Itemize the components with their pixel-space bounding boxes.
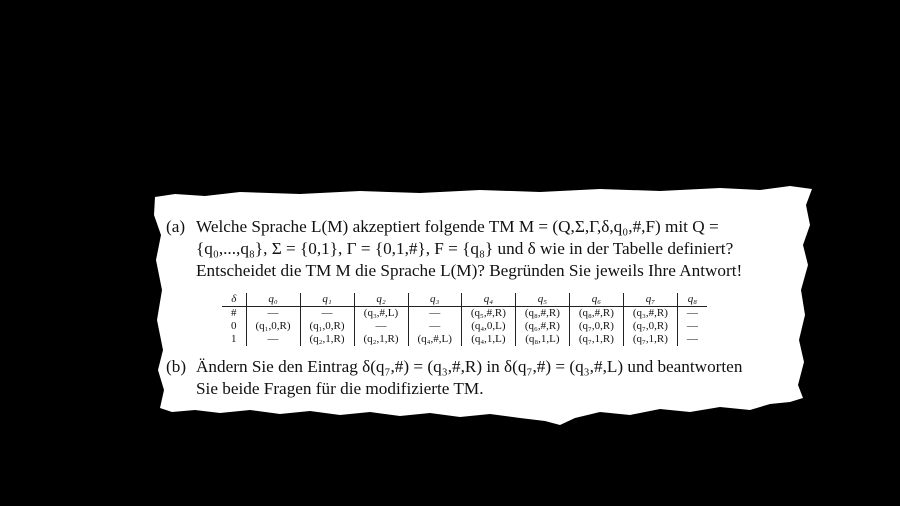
table-cell: (q₂,1,R) (300, 333, 354, 346)
table-cell: — (677, 333, 707, 346)
header-q5: q₅ (515, 293, 569, 307)
table-cell: (q₄,1,L) (461, 333, 515, 346)
part-b (166, 356, 802, 400)
table-row (222, 307, 707, 321)
table-cell: (q₈,1,L) (515, 333, 569, 346)
table-cell: — (408, 307, 461, 321)
table-cell: — (300, 307, 354, 321)
table-cell: (q₄,0,L) (461, 320, 515, 333)
table-cell: (q₇,1,R) (623, 333, 677, 346)
header-q8: q₈ (677, 293, 707, 307)
table-cell: (q₃,#,L) (354, 307, 408, 321)
exercise-content (166, 216, 802, 400)
part-a-line-2: {q₀,...,q₈}, Σ = {0,1}, Γ = {0,1,#}, F = {q₈} und δ wie in der Tabelle definiert? (196, 239, 734, 258)
table-cell: — (677, 320, 707, 333)
table-cell: (q₇,1,R) (569, 333, 623, 346)
header-q4: q₄ (461, 293, 515, 307)
table-cell: (q₃,#,R) (623, 307, 677, 321)
header-q1: q₁ (300, 293, 354, 307)
table-cell: (q₈,#,R) (515, 307, 569, 321)
table-cell: (q₇,0,R) (623, 320, 677, 333)
part-a-label: (a) (166, 217, 186, 236)
header-q2: q₂ (354, 293, 408, 307)
header-q0: q₀ (246, 293, 300, 307)
table-row (222, 320, 707, 333)
transition-table (222, 293, 707, 346)
table-cell: (q₅,#,R) (461, 307, 515, 321)
table-cell: — (408, 320, 461, 333)
table-cell: — (677, 307, 707, 321)
part-a-line-1: Welche Sprache L(M) akzeptiert folgende TM M = (Q,Σ,Γ,δ,q₀,#,F) mit Q = (196, 217, 719, 236)
table-cell: (q₄,#,L) (408, 333, 461, 346)
table-row (222, 333, 707, 346)
table-cell: (q₆,#,R) (515, 320, 569, 333)
table-cell: 1 (231, 333, 237, 345)
table-cell: (q₇,0,R) (569, 320, 623, 333)
table-cell: (q₈,#,R) (569, 307, 623, 321)
part-b-label: (b) (166, 357, 187, 376)
part-b-line-1: Ändern Sie den Eintrag δ(q₇,#) = (q₃,#,R) in δ(q₇,#) = (q₃,#,L) und beantworten (196, 357, 743, 376)
header-q7: q₇ (623, 293, 677, 307)
header-q3: q₃ (408, 293, 461, 307)
table-cell: (q₁,0,R) (300, 320, 354, 333)
table-header-row (222, 293, 707, 307)
table-cell: (q₁,0,R) (246, 320, 300, 333)
header-q6: q₆ (569, 293, 623, 307)
header-delta: δ (222, 293, 246, 307)
part-b-line-2: Sie beide Fragen für die modifizierte TM. (196, 379, 484, 398)
table-cell: # (231, 307, 237, 319)
table-cell: (q₂,1,R) (354, 333, 408, 346)
table-cell: 0 (231, 320, 237, 332)
table-cell: — (246, 333, 300, 346)
part-a-line-3: Entscheidet die TM M die Sprache L(M)? Begründen Sie jeweils Ihre Antwort! (196, 261, 743, 280)
table-cell: — (354, 320, 408, 333)
part-a (166, 216, 802, 282)
table-cell: — (246, 307, 300, 321)
